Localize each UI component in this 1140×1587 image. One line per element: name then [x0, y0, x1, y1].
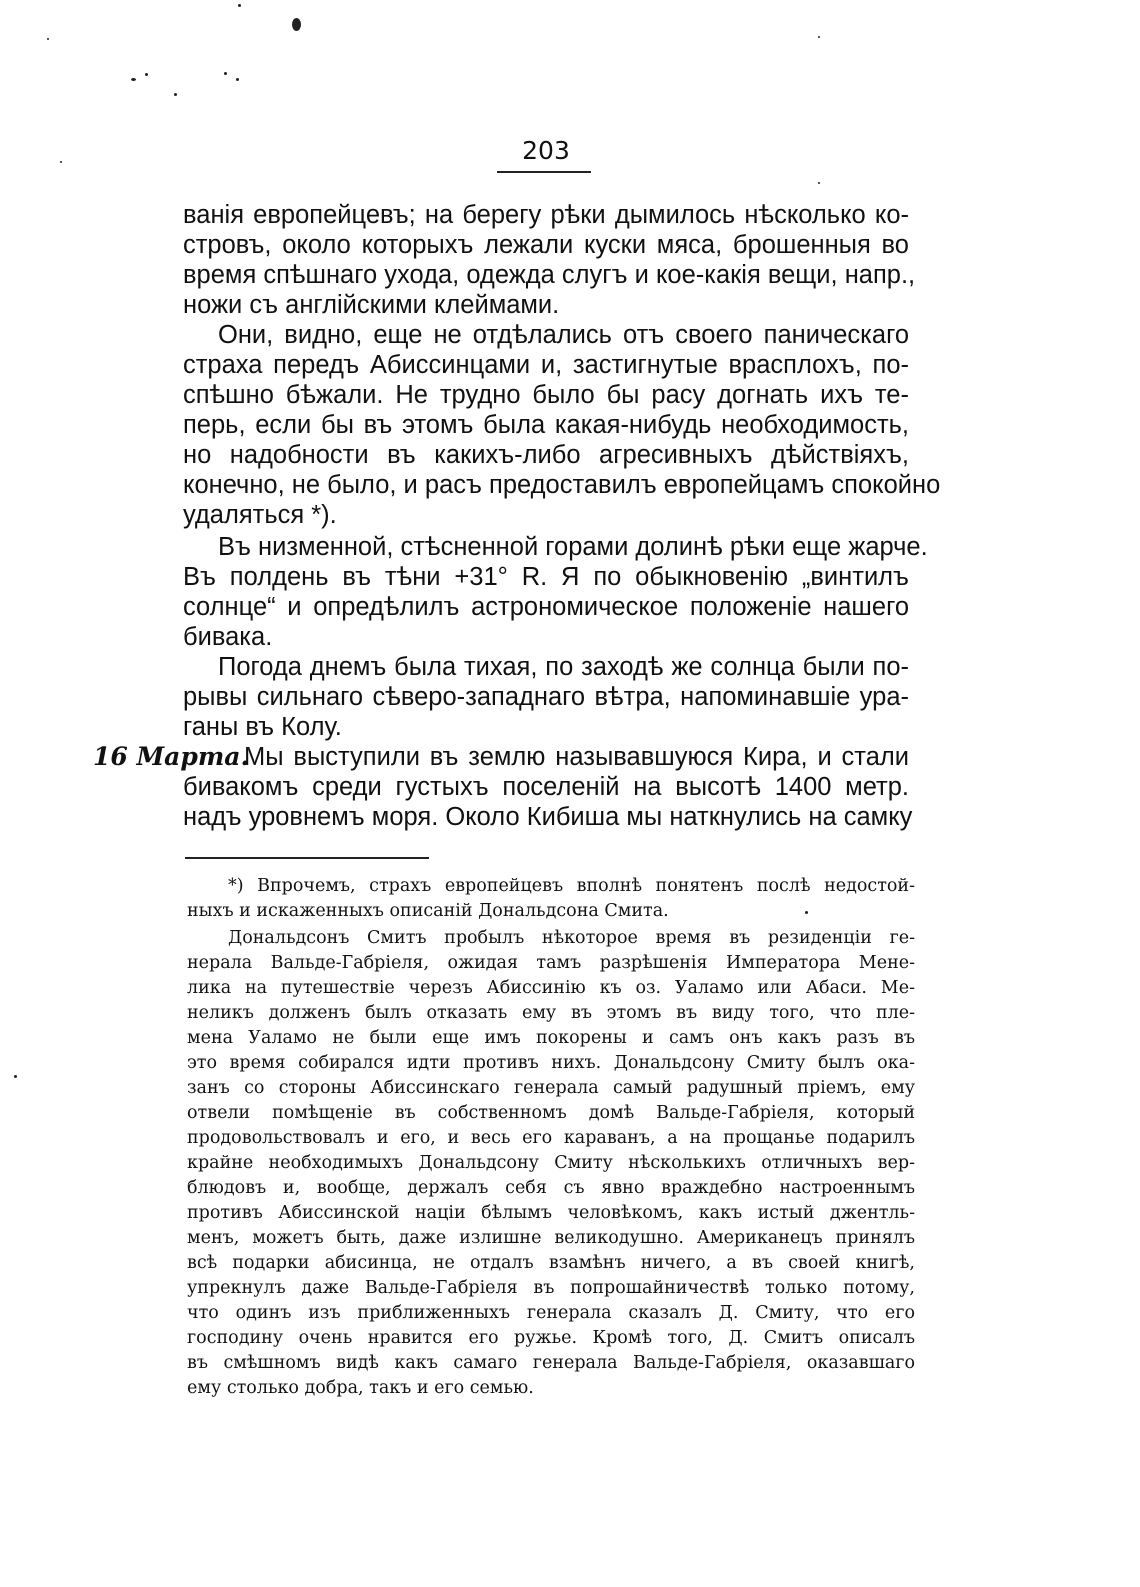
main-text-line: Погода днемъ была тихая, по заходѣ же солнца были по-: [218, 653, 909, 681]
main-text-line: Въ полдень въ тѣни +31° R. Я по обыкновенію „винтилъ: [183, 563, 909, 591]
scan-speck: [131, 78, 136, 81]
footnote-line: господину очень нравится его ружье. Кромѣ того, Д. Смитъ описалъ: [187, 1328, 915, 1348]
scan-speck: [236, 78, 239, 81]
main-text-line: страха передъ Абиссинцами и, застигнутые врасплохъ, по-: [183, 351, 909, 379]
footnote-line: противъ Абиссинской націи бѣлымъ человѣкомъ, какъ истый джентль-: [187, 1203, 915, 1223]
footnote-line: нерала Вальде-Габріеля, ожидая тамъ разрѣшенія Императора Мене-: [187, 953, 915, 973]
footnote-line: продовольствовалъ и его, и весь его караванъ, а на прощанье подарилъ: [187, 1128, 915, 1148]
scan-speck: [174, 93, 177, 96]
scan-speck: [224, 72, 227, 75]
date-label: 16 Марта.: [93, 742, 250, 771]
footnote-line: въ смѣшномъ видѣ какъ самаго генерала Вальде-Габріеля, оказавшаго: [187, 1353, 915, 1373]
scan-speck: [818, 182, 820, 184]
footnote-line: лика на путешествіе черезъ Абиссинію къ оз. Уаламо или Абаси. Ме-: [187, 978, 915, 998]
footnote-rule: [185, 857, 429, 859]
main-text-line: но надобности въ какихъ-либо агресивныхъ дѣйствіяхъ,: [183, 441, 909, 469]
footnote-line: *) Впрочемъ, страхъ европейцевъ вполнѣ понятенъ послѣ недостой-: [228, 876, 915, 896]
main-text-line: бивака.: [183, 623, 273, 651]
main-text-line: Они, видно, еще не отдѣлались отъ своего паническаго: [218, 321, 909, 349]
scan-speck: [47, 38, 49, 40]
scan-speck: [14, 1075, 17, 1078]
footnote-line: ныхъ и искаженныхъ описаній Дональдсона Смита.: [187, 901, 669, 921]
footnote-line: упрекнулъ даже Вальде-Габріеля въ попрошайничествѣ только потому,: [187, 1278, 915, 1298]
main-text-line: рывы сильнаго сѣверо-западнаго вѣтра, напоминавшіе ура-: [183, 683, 909, 711]
main-text-line: ножи съ англійскими клеймами.: [183, 291, 560, 319]
footnote-line: это время собирался идти противъ нихъ. Дональдсону Смиту былъ ока-: [187, 1053, 915, 1073]
footnote-line: мена Уаламо не были еще имъ покорены и самъ онъ какъ разъ въ: [187, 1028, 915, 1048]
footnote-line: всѣ подарки абисинца, не отдалъ взамѣнъ ничего, а въ своей книгѣ,: [187, 1253, 915, 1273]
main-text-line: ванія европейцевъ; на берегу рѣки дымилось нѣсколько ко-: [183, 201, 909, 229]
scan-speck: [60, 161, 62, 163]
footnote-line: ему столько добра, такъ и его семью.: [187, 1378, 534, 1398]
main-text-line: надъ уровнемъ моря. Около Кибиша мы наткнулись на самку: [183, 803, 913, 831]
scan-speck: [145, 73, 148, 76]
main-text-line: бивакомъ среди густыхъ поселеній на высотѣ 1400 метр.: [183, 773, 909, 801]
footnote-line: занъ со стороны Абиссинскаго генерала самый радушный пріемъ, ему: [187, 1078, 915, 1098]
main-text-line: конечно, не было, и расъ предоставилъ европейцамъ спокойно: [183, 471, 941, 499]
footnote-line: отвели помѣщеніе въ собственномъ домѣ Вальде-Габріеля, который: [187, 1103, 915, 1123]
main-text-line: спѣшно бѣжали. Не трудно было бы расу догнать ихъ те-: [183, 381, 909, 409]
scan-speck: [292, 18, 301, 31]
page-number: 203: [522, 136, 570, 165]
main-text-line: солнце“ и опредѣлилъ астрономическое положеніе нашего: [183, 593, 909, 621]
main-text-line: время спѣшнаго ухода, одежда слугъ и кое-какія вещи, напр.,: [183, 261, 916, 289]
main-text-line: удаляться *).: [183, 501, 337, 529]
main-text-line: Мы выступили въ землю называвшуюся Кира, и стали: [244, 743, 909, 771]
main-text-line: ганы въ Колу.: [183, 713, 342, 741]
footnote-line: что одинъ изъ приближенныхъ генерала сказалъ Д. Смиту, что его: [187, 1303, 915, 1323]
footnote-line: крайне необходимыхъ Дональдсону Смиту нѣсколькихъ отличныхъ вер-: [187, 1153, 915, 1173]
scan-speck: [818, 36, 820, 38]
main-text-line: Въ низменной, стѣсненной горами долинѣ рѣки еще жарче.: [218, 533, 928, 561]
footnote-line: менъ, можетъ быть, даже излишне великодушно. Американецъ принялъ: [187, 1228, 915, 1248]
main-text-line: перь, если бы въ этомъ была какая-нибудь необходимость,: [183, 411, 909, 439]
scan-speck: [238, 4, 241, 7]
footnote-line: Дональдсонъ Смитъ пробылъ нѣкоторое время въ резиденціи ге-: [228, 928, 915, 948]
footnote-line: блюдовъ и, вообще, держалъ себя съ явно враждебно настроеннымъ: [187, 1178, 915, 1198]
page-number-rule: [497, 171, 591, 173]
main-text-line: стровъ, около которыхъ лежали куски мяса, брошенныя во: [183, 231, 909, 259]
footnote-line: неликъ долженъ былъ отказать ему въ этомъ въ виду того, что пле-: [187, 1003, 915, 1023]
